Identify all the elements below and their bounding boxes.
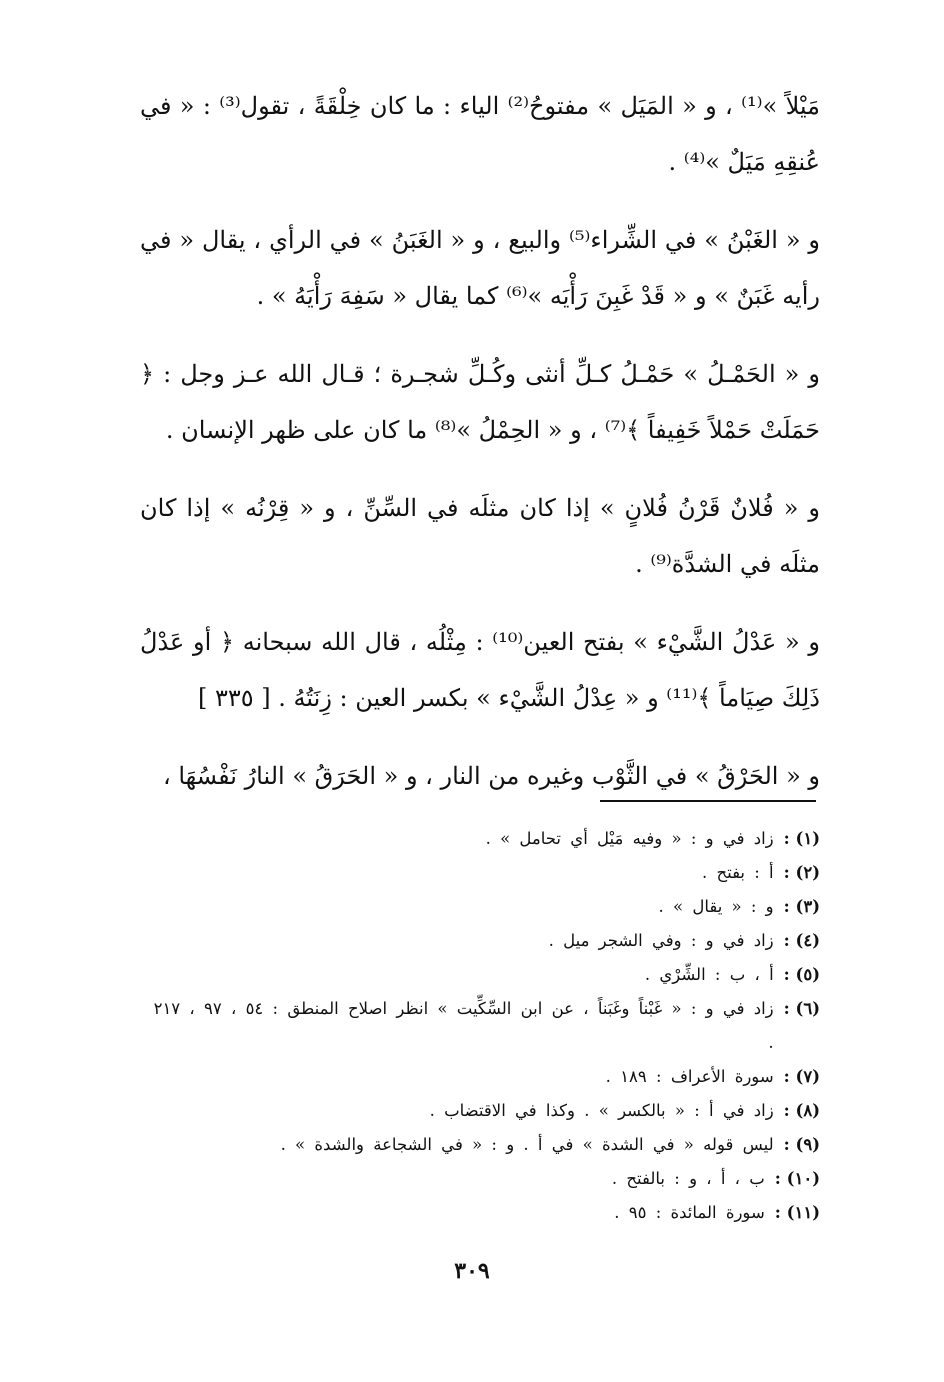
footnote-number: (٨) : — [783, 1101, 820, 1120]
footnote-text: سورة المائدة : ٩٥ . — [614, 1203, 765, 1222]
paragraph: و « فُلانٌ قَرْنُ فُلانٍ » إذا كان مثلَه في السِّنِّ ، و « قِرْنُه » إذا كان مثلَه في الشدَّة⁽⁹⁾ . — [140, 494, 820, 578]
footnote-number: (٤) : — [783, 931, 820, 950]
footnote-number: (٢) : — [783, 863, 820, 882]
paragraph: و « الغَبْنُ » في الشِّراء⁽⁵⁾ والبيع ، و « الغَبَنُ » في الرأي ، يقال « في رأيه غَبَنٌ » و « قَدْ غَبِنَ رَأْيَه »⁽⁶⁾ كما يقال « سَفِهَ رَأْيَهُ » . — [140, 226, 821, 310]
footnote-item — [140, 1060, 820, 1094]
footnote-text: زاد في أ : « بالكسر » . وكذا في الاقتضاب . — [429, 1101, 774, 1120]
paragraph: و « عَدْلُ الشَّيْء » بفتح العين⁽¹⁰⁾ : مِثْلُه ، قال الله سبحانه ﴿ أو عَدْلُ ذَلِكَ صِيَاماً ﴾⁽¹¹⁾ و « عِدْلُ الشَّيْء » بكسر العين : زِنَتُهُ . [ ٣٣٥ ] — [140, 628, 820, 712]
footnote-item — [140, 958, 820, 992]
paragraph: مَيْلاً »⁽¹⁾ ، و « المَيَل » مفتوحُ⁽²⁾ الياء : ما كان خِلْقَةً ، تقول⁽³⁾ : « في عُنقِهِ مَيَلٌ »⁽⁴⁾ . — [140, 92, 821, 176]
footnote-item — [140, 890, 820, 924]
footnotes — [140, 822, 820, 1230]
footnote-item — [140, 992, 820, 1060]
footnote-text: ب ، أ ، و : بالفتح . — [611, 1169, 765, 1188]
footnote-text: زاد في و : وفي الشجر ميل . — [548, 931, 774, 950]
footnote-text: أ : بفتح . — [701, 863, 774, 882]
footnote-text: سورة الأعراف : ١٨٩ . — [605, 1067, 774, 1086]
footnote-item — [140, 1162, 820, 1196]
footnote-number: (٣) : — [783, 897, 820, 916]
paragraph: و « الحَرْقُ » في الثَّوْب وغيره من النار ، و « الحَرَقُ » النارُ نَفْسُهَا ، — [162, 762, 820, 790]
footnote-text: ليس قوله « في الشدة » في أ . و : « في الشجاعة والشدة » . — [280, 1135, 774, 1154]
footnote-text: أ ، ب : الشِّرْي . — [644, 965, 774, 984]
footnote-number: (١١) : — [774, 1203, 820, 1222]
footnote-number: (٥) : — [783, 965, 820, 984]
footnote-number: (٦) : — [783, 999, 820, 1018]
footnote-item — [140, 856, 820, 890]
footnote-text: و : « يقال » . — [658, 897, 774, 916]
main-text — [140, 78, 820, 826]
footnote-item — [140, 822, 820, 856]
footnote-text: زاد في و : « غَبْناً وغَبَناً ، عن ابن السِّكِّيت » انظر اصلاح المنطق : ٥٤ ، ٩٧ ، ٢١٧ . — [153, 999, 774, 1052]
footnote-number: (٧) : — [783, 1067, 820, 1086]
page-number: ٣٠٩ — [454, 1258, 490, 1284]
footnote-number: (٩) : — [783, 1135, 820, 1154]
footnote-number: (١) : — [783, 829, 820, 848]
footnote-separator — [600, 800, 816, 802]
footnote-item — [140, 1094, 820, 1128]
footnote-item — [140, 1196, 820, 1230]
paragraph: و « الحَمْـلُ » حَمْـلُ كـلِّ أنثى وكُـلِّ شجـرة ؛ قـال الله عـز وجل : ﴿ حَمَلَتْ حَمْلاً خَفِيفاً ﴾⁽⁷⁾ ، و « الحِمْلُ »⁽⁸⁾ ما كان على ظهر الإنسان . — [140, 360, 820, 444]
footnote-item — [140, 1128, 820, 1162]
footnote-item — [140, 924, 820, 958]
footnote-number: (١٠) : — [774, 1169, 820, 1188]
footnote-text: زاد في و : « وفيه مَيْل أي تحامل » . — [485, 829, 774, 848]
